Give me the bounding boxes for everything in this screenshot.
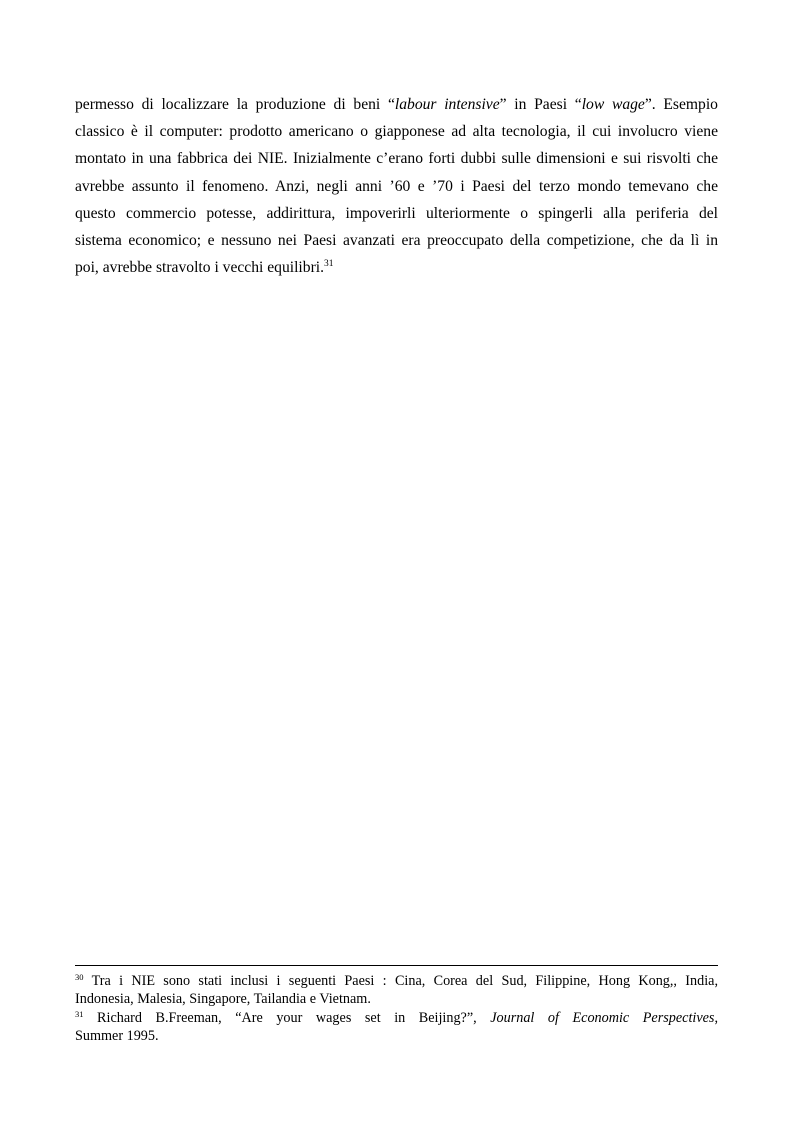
body-line-3: montato in una fabbrica dei NIE. Inizialmente c’erano forti dubbi sulle dimensioni e sui risvolti che xyxy=(75,150,718,168)
body-line-4: avrebbe assunto il fenomeno. Anzi, negli anni ’60 e ’70 i Paesi del terzo mondo temevano che xyxy=(75,177,718,195)
text-run: ” in Paesi “ xyxy=(499,96,582,113)
body-line-2: classico è il computer: prodotto americano o giapponese ad alta tecnologia, il cui involucro viene xyxy=(75,123,718,141)
text-run: poi, avrebbe stravolto i vecchi equilibri. xyxy=(75,259,324,277)
footnotes xyxy=(75,972,718,1045)
footnote-31-line-1 xyxy=(75,1009,718,1027)
italic-term: low wage xyxy=(581,96,645,113)
footnote-separator xyxy=(75,965,718,966)
body-line-6: sistema economico; e nessuno nei Paesi avanzati era preoccupato della competizione, che da lì in xyxy=(75,231,718,249)
footnote-text: Tra i NIE sono stati inclusi i seguenti Paesi : Cina, Corea del Sud, Filippine, Hong Kong,, India, xyxy=(91,973,718,989)
text-run: permesso di localizzare la produzione di beni “ xyxy=(75,96,395,113)
footnote-30-line-1 xyxy=(75,972,718,990)
italic-term: labour intensive xyxy=(394,96,500,113)
body-line-7 xyxy=(75,254,718,281)
footnote-30-line-2: Indonesia, Malesia, Singapore, Tailandia e Vietnam. xyxy=(75,991,371,1008)
body-paragraph xyxy=(75,91,718,281)
footnote-text: Richard B.Freeman, “Are your wages set in Beijing?”, xyxy=(97,1009,491,1026)
footnote-31-line-2: Summer 1995. xyxy=(75,1027,159,1044)
body-line-5: questo commercio potesse, addirittura, impoverirli ulteriormente o spingerli alla periferia del xyxy=(75,204,718,222)
body-line-1 xyxy=(75,91,718,118)
footnote-number: 31 xyxy=(75,1008,84,1019)
footnote-reference: 31 xyxy=(324,259,334,270)
footnote-number: 30 xyxy=(75,972,84,982)
journal-title: Journal of Economic Perspectives xyxy=(490,1009,715,1026)
footnote-text: , xyxy=(714,1009,719,1026)
text-run: ”. Esempio xyxy=(644,96,718,113)
